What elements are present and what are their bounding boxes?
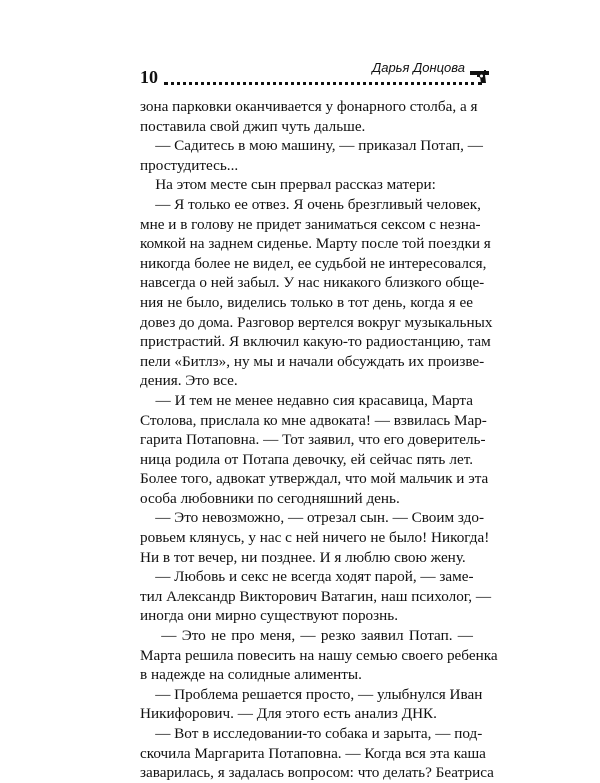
text-line: особа любовники по сегодняшний день.: [140, 489, 400, 507]
text-line: довез до дома. Разговор вертелся вокруг музыкальных: [140, 313, 493, 331]
text-line: поставила свой джип чуть дальше.: [140, 117, 366, 135]
text-line: скочила Маргарита Потаповна. — Когда вся эта каша: [140, 744, 486, 762]
text-line: — Вот в исследовании-то собака и зарыта, — под-: [140, 725, 483, 742]
text-line: Столова, прислала ко мне адвоката! — взвилась Мар-: [140, 411, 487, 429]
text-line: Более того, адвокат утверждал, что мой мальчик и эта: [140, 470, 489, 488]
text-line: ния не было, виделись только в тот день, когда я ее: [140, 293, 473, 311]
page-number: 10: [140, 67, 158, 87]
text-line: гарита Потаповна. — Тот заявил, что его доверитель-: [140, 431, 486, 449]
text-line: Ни в тот вечер, ни позднее. И я люблю свою жену.: [140, 548, 466, 566]
text-line: Никифорович. — Для этого есть анализ ДНК.: [140, 705, 437, 723]
text-line: ница родила от Потапа девочку, ей сейчас пять лет.: [140, 450, 473, 468]
text-line: никогда более не видел, ее судьбой не интересовался,: [140, 254, 487, 272]
text-line: заварилась, я задалась вопросом: что делать? Беатриса: [140, 764, 494, 782]
text-line: — Это не про меня, — резко заявил Потап. —: [140, 627, 473, 645]
text-line: мне и в голову не придет заниматься сексом с незна-: [140, 215, 481, 233]
text-line: — Я только ее отвез. Я очень брезгливый человек,: [140, 195, 481, 213]
text-line: простудитесь...: [140, 156, 239, 174]
text-line: — И тем не менее недавно сия красавица, Марта: [140, 391, 473, 409]
text-line: пели «Битлз», ну мы и начали обсуждать их произве-: [140, 352, 485, 370]
text-line: пристрастий. Я включил какую-то радиостанцию, там: [140, 333, 491, 351]
running-header-author: Дарья Донцова: [372, 60, 465, 75]
text-line: навсегда о ней забыл. У нас никакого близкого обще-: [140, 274, 485, 292]
text-line: тил Александр Викторович Ватагин, наш психолог, —: [140, 587, 492, 605]
text-line: ровьем клянусь, у нас с ней ничего не было! Никогда!: [140, 529, 490, 547]
header-dotted-rule: [164, 82, 482, 85]
text-line: комкой на заднем сиденье. Марту после той поездки я: [140, 235, 491, 253]
text-line: Марта решила повесить на нашу семью своего ребенка: [140, 646, 498, 664]
text-line: — Садитесь в мою машину, — приказал Потап, —: [140, 137, 483, 155]
text-line: иногда они мирно существуют порознь.: [140, 607, 398, 625]
text-line: дения. Это все.: [140, 372, 238, 390]
text-line: зона парковки оканчивается у фонарного столба, а я: [140, 98, 478, 115]
text-line: На этом месте сын прервал рассказ матери:: [140, 176, 436, 194]
revolver-icon: [469, 68, 491, 84]
text-line: в надежде на солидные алименты.: [140, 666, 362, 684]
body-text: [140, 97, 498, 783]
text-line: — Любовь и секс не всегда ходят парой, — заме-: [140, 568, 474, 586]
text-line: — Это невозможно, — отрезал сын. — Своим здо-: [140, 509, 485, 527]
running-header: [140, 58, 485, 88]
text-line: — Проблема решается просто, — улыбнулся Иван: [140, 685, 483, 703]
